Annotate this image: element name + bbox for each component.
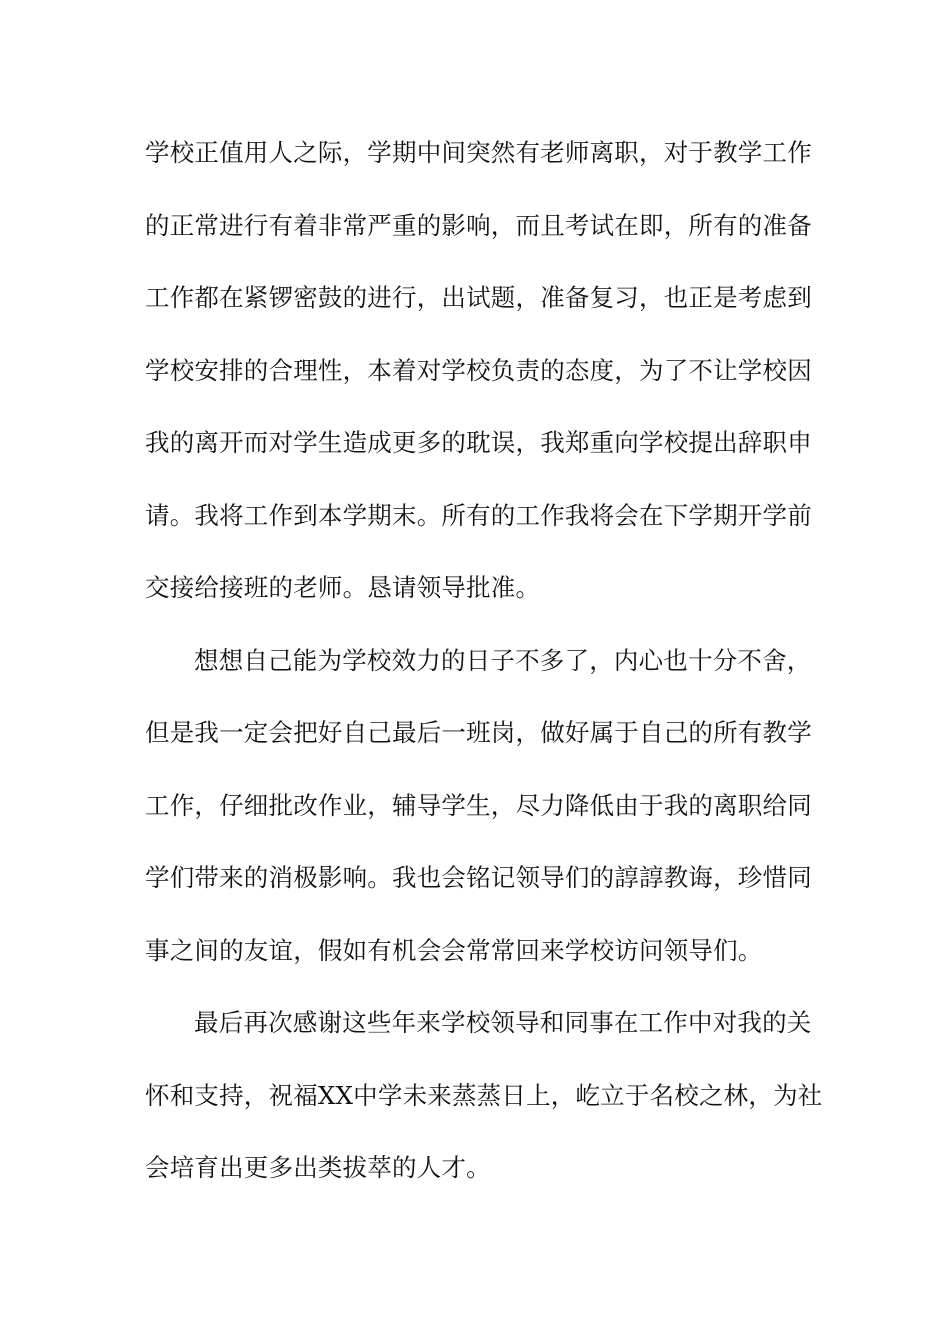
paragraph-1 <box>145 128 812 636</box>
text-line: 工作，仔细批改作业，辅导学生，尽力降低由于我的离职给同 <box>145 790 812 820</box>
text-line-indented: 最后再次感谢这些年来学校领导和同事在工作中对我的关 <box>194 1008 812 1037</box>
text-line: 但是我一定会把好自己最后一班岗，做好属于自己的所有教学 <box>145 718 812 747</box>
text-line: 工作都在紧锣密鼓的进行，出试题，准备复习，也正是考虑到 <box>145 283 812 312</box>
text-line-indented: 想想自己能为学校效力的日子不多了，内心也十分不舍， <box>194 645 812 675</box>
text-line: 请。我将工作到本学期末。所有的工作我将会在下学期开学前 <box>145 500 812 530</box>
text-line: 学校正值用人之际，学期中间突然有老师离职，对于教学工作 <box>145 138 812 167</box>
text-line: 会培育出更多出类拔萃的人才。 <box>145 1153 491 1182</box>
paragraph-3 <box>145 998 823 1216</box>
document-body <box>145 128 823 1216</box>
text-line: 我的离开而对学生造成更多的耽误，我郑重向学校提出辞职申 <box>145 428 812 457</box>
text-line: 学们带来的消极影响。我也会铭记领导们的諄諄教诲，珍惜同 <box>145 863 812 892</box>
text-line: 的正常进行有着非常严重的影响，而且考试在即，所有的准备 <box>145 210 812 240</box>
text-line: 交接给接班的老师。恳请领导批准。 <box>145 573 541 602</box>
text-line: 学校安排的合理性，本着对学校负责的态度，为了不让学校因 <box>145 355 812 385</box>
text-line: 怀和支持，祝福XX中学未来蒸蒸日上，屹立于名校之林，为社 <box>145 1080 823 1110</box>
text-line: 事之间的友谊，假如有机会会常常回来学校访问领导们。 <box>145 935 763 965</box>
paragraph-2 <box>145 636 812 999</box>
